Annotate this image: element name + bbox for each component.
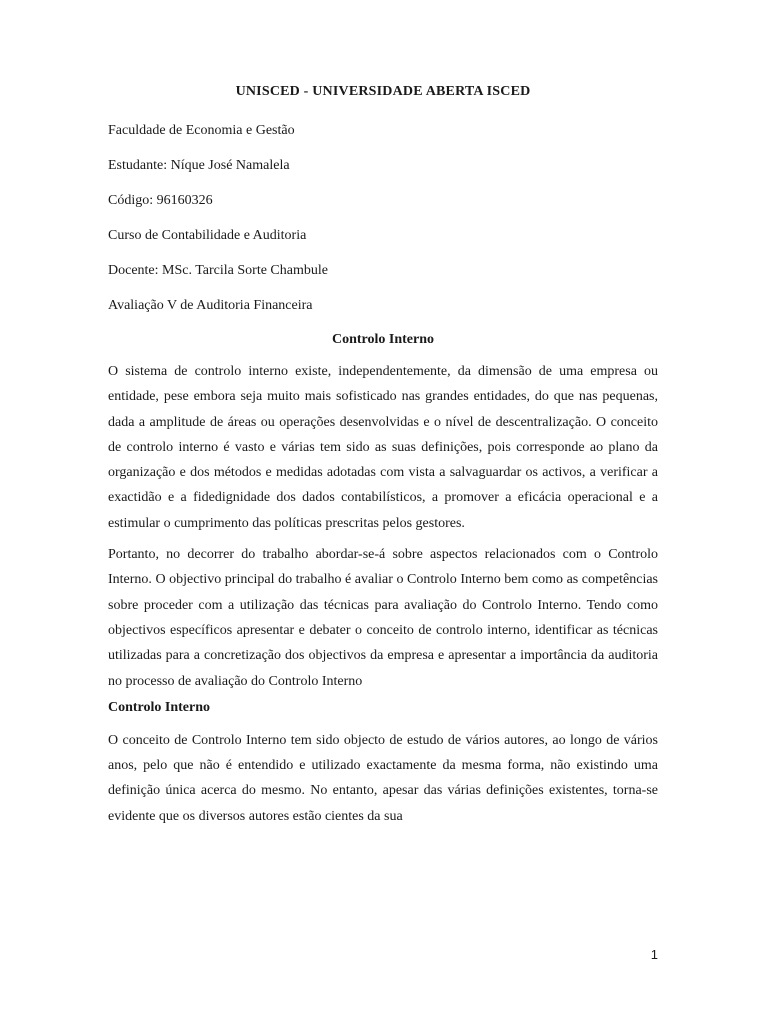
page-number: 1 xyxy=(650,947,658,962)
faculty-line: Faculdade de Economia e Gestão xyxy=(108,123,295,138)
document-page xyxy=(108,84,658,829)
body-paragraph-1: O conceito de Controlo Interno tem sido objecto de estudo de vários autores, ao longo de vários anos, pelo que não é entendido e utilizado exactamente da mesma forma, não existindo uma definição única acerca do mesmo. No entanto, apesar das várias definições existentes, torna-se evidente que os diversos autores estão cientes da sua xyxy=(108,732,658,824)
assessment-line: Avaliação V de Auditoria Financeira xyxy=(108,298,313,313)
subsection-heading: Controlo Interno xyxy=(108,699,211,715)
document-title: UNISCED - UNIVERSIDADE ABERTA ISCED xyxy=(235,84,531,99)
intro-paragraph-2: Portanto, no decorrer do trabalho abordar-se-á sobre aspectos relacionados com o Controlo Interno. O objectivo principal do trabalho é avaliar o Controlo Interno bem como as competências sobre proceder com a utilização das técnicas para avaliação do Controlo Interno. Tendo como objectivos específicos apresentar e debater o conceito de controlo interno, identificar as técnicas utilizadas para a concretização dos objectivos da empresa e apresentar a importância da auditoria no processo de avaliação do Controlo Interno xyxy=(108,547,658,689)
section-heading: Controlo Interno xyxy=(331,332,435,347)
code-line: Código: 96160326 xyxy=(108,193,213,208)
intro-paragraph-1: O sistema de controlo interno existe, independentemente, da dimensão de uma empresa ou entidade, pese embora seja muito mais sofisticado nas grandes entidades, do que nas pequenas, dada a amplitude de áreas ou operações desenvolvidas e o nível de descentralização. O conceito de controlo interno é vasto e várias tem sido as suas definições, pois corresponde ao plano da organização e dos métodos e medidas adotadas com vista a salvaguardar os activos, a verificar a exactidão e a fidedignidade dos dados contabilísticos, a promover a eficácia operacional e a estimular o cumprimento das políticas prescritas pelos gestores. xyxy=(108,364,658,531)
lecturer-line: Docente: MSc. Tarcila Sorte Chambule xyxy=(108,263,328,278)
course-line: Curso de Contabilidade e Auditoria xyxy=(108,228,307,243)
student-line: Estudante: Níque José Namalela xyxy=(108,158,290,173)
